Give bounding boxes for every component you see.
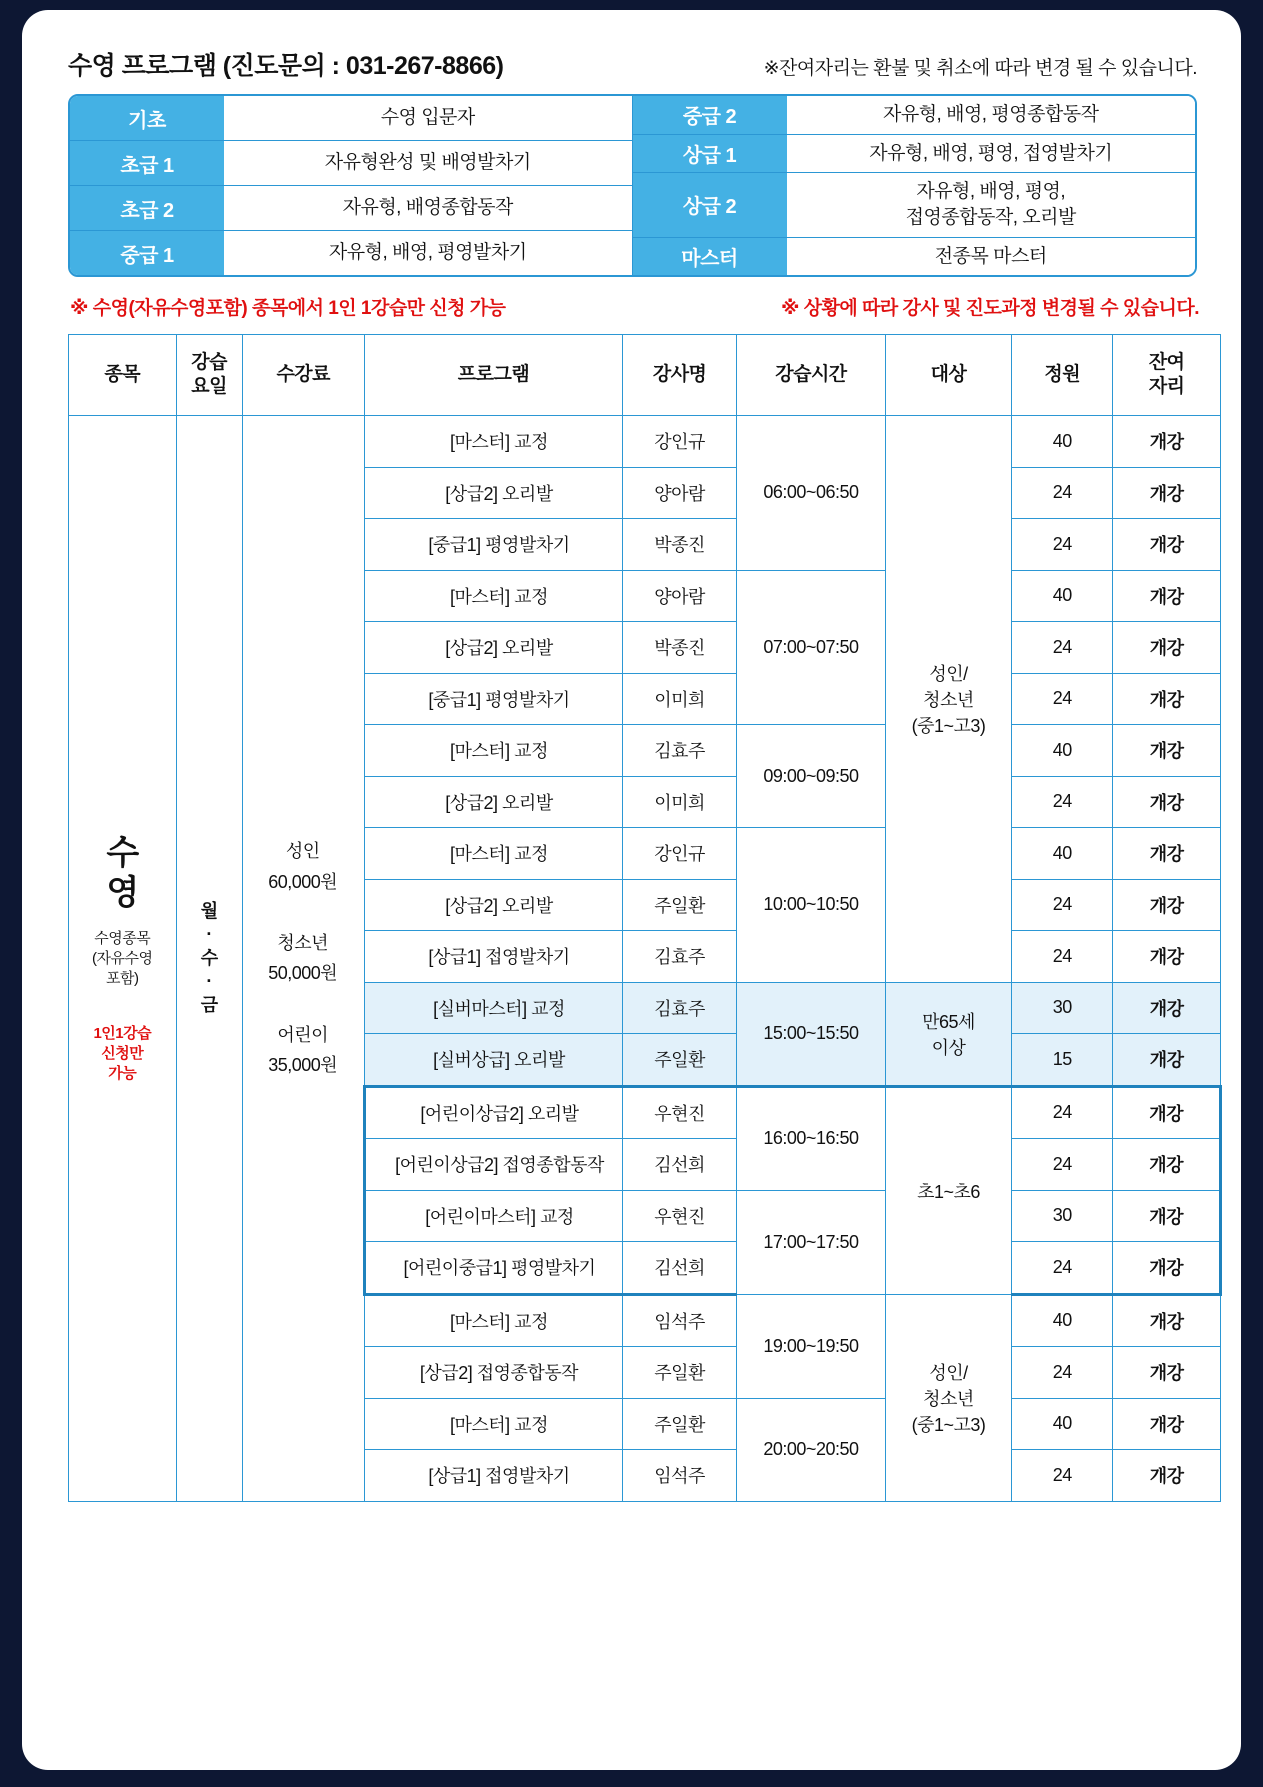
remaining-seats-cell: 개강 xyxy=(1113,828,1221,880)
table-header-row xyxy=(69,335,1221,416)
capacity-cell: 24 xyxy=(1012,879,1113,931)
col-days: 강습 요일 xyxy=(176,335,242,416)
teacher-cell: 임석주 xyxy=(623,1294,737,1347)
level-value: 전종목 마스터 xyxy=(787,238,1196,276)
time-cell: 15:00~15:50 xyxy=(737,982,886,1086)
level-row xyxy=(633,96,1196,135)
remaining-seats-cell: 개강 xyxy=(1113,1294,1221,1347)
teacher-cell: 우현진 xyxy=(623,1086,737,1139)
teacher-cell: 박종진 xyxy=(623,519,737,571)
program-cell: [마스터] 교정 xyxy=(364,725,623,777)
teacher-cell: 우현진 xyxy=(623,1190,737,1242)
level-row xyxy=(633,238,1196,276)
program-cell: [상급1] 접영발차기 xyxy=(364,931,623,983)
level-key: 상급 1 xyxy=(633,135,787,173)
target-cell: 성인/ 청소년 (중1~고3) xyxy=(885,416,1011,983)
time-cell: 19:00~19:50 xyxy=(737,1294,886,1398)
level-row xyxy=(633,135,1196,174)
capacity-cell: 30 xyxy=(1012,1190,1113,1242)
teacher-cell: 양아람 xyxy=(623,467,737,519)
remaining-seats-cell: 개강 xyxy=(1113,622,1221,674)
teacher-cell: 주일환 xyxy=(623,1398,737,1450)
capacity-cell: 40 xyxy=(1012,570,1113,622)
capacity-cell: 15 xyxy=(1012,1034,1113,1087)
capacity-cell: 24 xyxy=(1012,1086,1113,1139)
capacity-cell: 40 xyxy=(1012,828,1113,880)
remaining-seats-cell: 개강 xyxy=(1113,1450,1221,1502)
teacher-cell: 김선희 xyxy=(623,1242,737,1295)
program-cell: [상급2] 오리발 xyxy=(364,467,623,519)
program-cell: [중급1] 평영발차기 xyxy=(364,519,623,571)
capacity-cell: 24 xyxy=(1012,1139,1113,1191)
level-value: 수영 입문자 xyxy=(224,96,632,140)
col-subject: 종목 xyxy=(69,335,177,416)
col-fee: 수강료 xyxy=(242,335,364,416)
remaining-seats-cell: 개강 xyxy=(1113,879,1221,931)
capacity-cell: 24 xyxy=(1012,1450,1113,1502)
time-cell: 06:00~06:50 xyxy=(737,416,886,571)
page-title: 수영 프로그램 (진도문의 : 031-267-8866) xyxy=(68,52,504,80)
level-key: 중급 1 xyxy=(70,231,224,275)
level-key: 상급 2 xyxy=(633,173,787,236)
level-value: 자유형완성 및 배영발차기 xyxy=(224,141,632,185)
capacity-cell: 40 xyxy=(1012,1398,1113,1450)
level-legend-table xyxy=(68,94,1197,277)
level-row xyxy=(70,186,633,231)
time-cell: 09:00~09:50 xyxy=(737,725,886,828)
capacity-cell: 24 xyxy=(1012,1347,1113,1399)
notice-right: ※ 상황에 따라 강사 및 진도과정 변경될 수 있습니다. xyxy=(780,298,1199,320)
capacity-cell: 24 xyxy=(1012,622,1113,674)
teacher-cell: 김효주 xyxy=(623,725,737,777)
fee-cell: 성인 60,000원 청소년 50,000원 어린이 35,000원 xyxy=(242,416,364,1502)
remaining-seats-cell: 개강 xyxy=(1113,1190,1221,1242)
col-capacity: 정원 xyxy=(1012,335,1113,416)
level-key: 초급 1 xyxy=(70,141,224,185)
remaining-seats-cell: 개강 xyxy=(1113,416,1221,468)
program-cell: [마스터] 교정 xyxy=(364,570,623,622)
target-cell: 초1~초6 xyxy=(885,1086,1011,1294)
teacher-cell: 주일환 xyxy=(623,1034,737,1087)
col-left: 잔여 자리 xyxy=(1113,335,1221,416)
teacher-cell: 임석주 xyxy=(623,1450,737,1502)
remaining-seats-cell: 개강 xyxy=(1113,570,1221,622)
schedule-table xyxy=(68,334,1222,1502)
time-cell: 17:00~17:50 xyxy=(737,1190,886,1294)
table-row xyxy=(69,416,1221,468)
capacity-cell: 40 xyxy=(1012,416,1113,468)
remaining-seats-cell: 개강 xyxy=(1113,1086,1221,1139)
level-row xyxy=(633,173,1196,237)
program-cell: [마스터] 교정 xyxy=(364,416,623,468)
remaining-seats-cell: 개강 xyxy=(1113,1398,1221,1450)
capacity-cell: 24 xyxy=(1012,1242,1113,1295)
level-column-right xyxy=(633,96,1196,275)
teacher-cell: 이미희 xyxy=(623,776,737,828)
subject-name: 수 영 xyxy=(106,833,139,912)
program-cell: [상급2] 오리발 xyxy=(364,879,623,931)
subject-cell xyxy=(69,416,177,1502)
level-key: 마스터 xyxy=(633,238,787,276)
notice-row xyxy=(70,293,1199,320)
teacher-cell: 김효주 xyxy=(623,982,737,1034)
program-cell: [실버마스터] 교정 xyxy=(364,982,623,1034)
col-target: 대상 xyxy=(885,335,1011,416)
level-value: 자유형, 배영, 평영종합동작 xyxy=(787,96,1196,134)
level-value: 자유형, 배영종합동작 xyxy=(224,186,632,230)
remaining-seats-cell: 개강 xyxy=(1113,1034,1221,1087)
days-cell: 월 · 수 · 금 xyxy=(176,416,242,1502)
teacher-cell: 주일환 xyxy=(623,1347,737,1399)
remaining-seats-cell: 개강 xyxy=(1113,1139,1221,1191)
level-column-left xyxy=(70,96,633,275)
program-cell: [상급2] 오리발 xyxy=(364,776,623,828)
target-cell: 만65세 이상 xyxy=(885,982,1011,1086)
remaining-seats-cell: 개강 xyxy=(1113,467,1221,519)
program-cell: [마스터] 교정 xyxy=(364,828,623,880)
program-card xyxy=(22,10,1241,1770)
teacher-cell: 이미희 xyxy=(623,673,737,725)
header xyxy=(68,46,1197,82)
program-cell: [실버상급] 오리발 xyxy=(364,1034,623,1087)
program-cell: [마스터] 교정 xyxy=(364,1398,623,1450)
remaining-seats-cell: 개강 xyxy=(1113,1347,1221,1399)
program-cell: [어린이중급1] 평영발차기 xyxy=(364,1242,623,1295)
time-cell: 20:00~20:50 xyxy=(737,1398,886,1501)
col-program: 프로그램 xyxy=(364,335,623,416)
program-cell: [어린이상급2] 오리발 xyxy=(364,1086,623,1139)
capacity-cell: 24 xyxy=(1012,776,1113,828)
teacher-cell: 강인규 xyxy=(623,828,737,880)
time-cell: 16:00~16:50 xyxy=(737,1086,886,1190)
teacher-cell: 김효주 xyxy=(623,931,737,983)
capacity-cell: 24 xyxy=(1012,467,1113,519)
capacity-cell: 30 xyxy=(1012,982,1113,1034)
level-key: 기초 xyxy=(70,96,224,140)
target-cell: 성인/ 청소년 (중1~고3) xyxy=(885,1294,1011,1501)
teacher-cell: 주일환 xyxy=(623,879,737,931)
col-teacher: 강사명 xyxy=(623,335,737,416)
capacity-cell: 24 xyxy=(1012,673,1113,725)
remaining-seats-cell: 개강 xyxy=(1113,673,1221,725)
program-cell: [상급2] 오리발 xyxy=(364,622,623,674)
capacity-cell: 40 xyxy=(1012,725,1113,777)
level-value: 자유형, 배영, 평영, 접영발차기 xyxy=(787,135,1196,173)
remaining-seats-cell: 개강 xyxy=(1113,931,1221,983)
level-value: 자유형, 배영, 평영, 접영종합동작, 오리발 xyxy=(787,173,1196,236)
time-cell: 10:00~10:50 xyxy=(737,828,886,983)
header-note: ※잔여자리는 환불 및 취소에 따라 변경 될 수 있습니다. xyxy=(763,58,1197,79)
remaining-seats-cell: 개강 xyxy=(1113,982,1221,1034)
capacity-cell: 24 xyxy=(1012,519,1113,571)
level-row xyxy=(70,231,633,275)
teacher-cell: 양아람 xyxy=(623,570,737,622)
subject-note: 1인1강습 신청만 가능 xyxy=(93,1024,152,1083)
teacher-cell: 박종진 xyxy=(623,622,737,674)
level-row xyxy=(70,141,633,186)
subject-subtext: 수영종목 (자유수영 포함) xyxy=(92,929,153,988)
time-cell: 07:00~07:50 xyxy=(737,570,886,725)
remaining-seats-cell: 개강 xyxy=(1113,725,1221,777)
program-cell: [상급2] 접영종합동작 xyxy=(364,1347,623,1399)
remaining-seats-cell: 개강 xyxy=(1113,1242,1221,1295)
remaining-seats-cell: 개강 xyxy=(1113,519,1221,571)
capacity-cell: 24 xyxy=(1012,931,1113,983)
notice-left: ※ 수영(자유수영포함) 종목에서 1인 1강습만 신청 가능 xyxy=(70,298,506,320)
program-cell: [상급1] 접영발차기 xyxy=(364,1450,623,1502)
program-cell: [중급1] 평영발차기 xyxy=(364,673,623,725)
program-cell: [어린이상급2] 접영종합동작 xyxy=(364,1139,623,1191)
capacity-cell: 40 xyxy=(1012,1294,1113,1347)
teacher-cell: 김선희 xyxy=(623,1139,737,1191)
teacher-cell: 강인규 xyxy=(623,416,737,468)
program-cell: [어린이마스터] 교정 xyxy=(364,1190,623,1242)
level-key: 중급 2 xyxy=(633,96,787,134)
level-row xyxy=(70,96,633,141)
col-time: 강습시간 xyxy=(737,335,886,416)
program-cell: [마스터] 교정 xyxy=(364,1294,623,1347)
level-key: 초급 2 xyxy=(70,186,224,230)
remaining-seats-cell: 개강 xyxy=(1113,776,1221,828)
level-value: 자유형, 배영, 평영발차기 xyxy=(224,231,632,275)
